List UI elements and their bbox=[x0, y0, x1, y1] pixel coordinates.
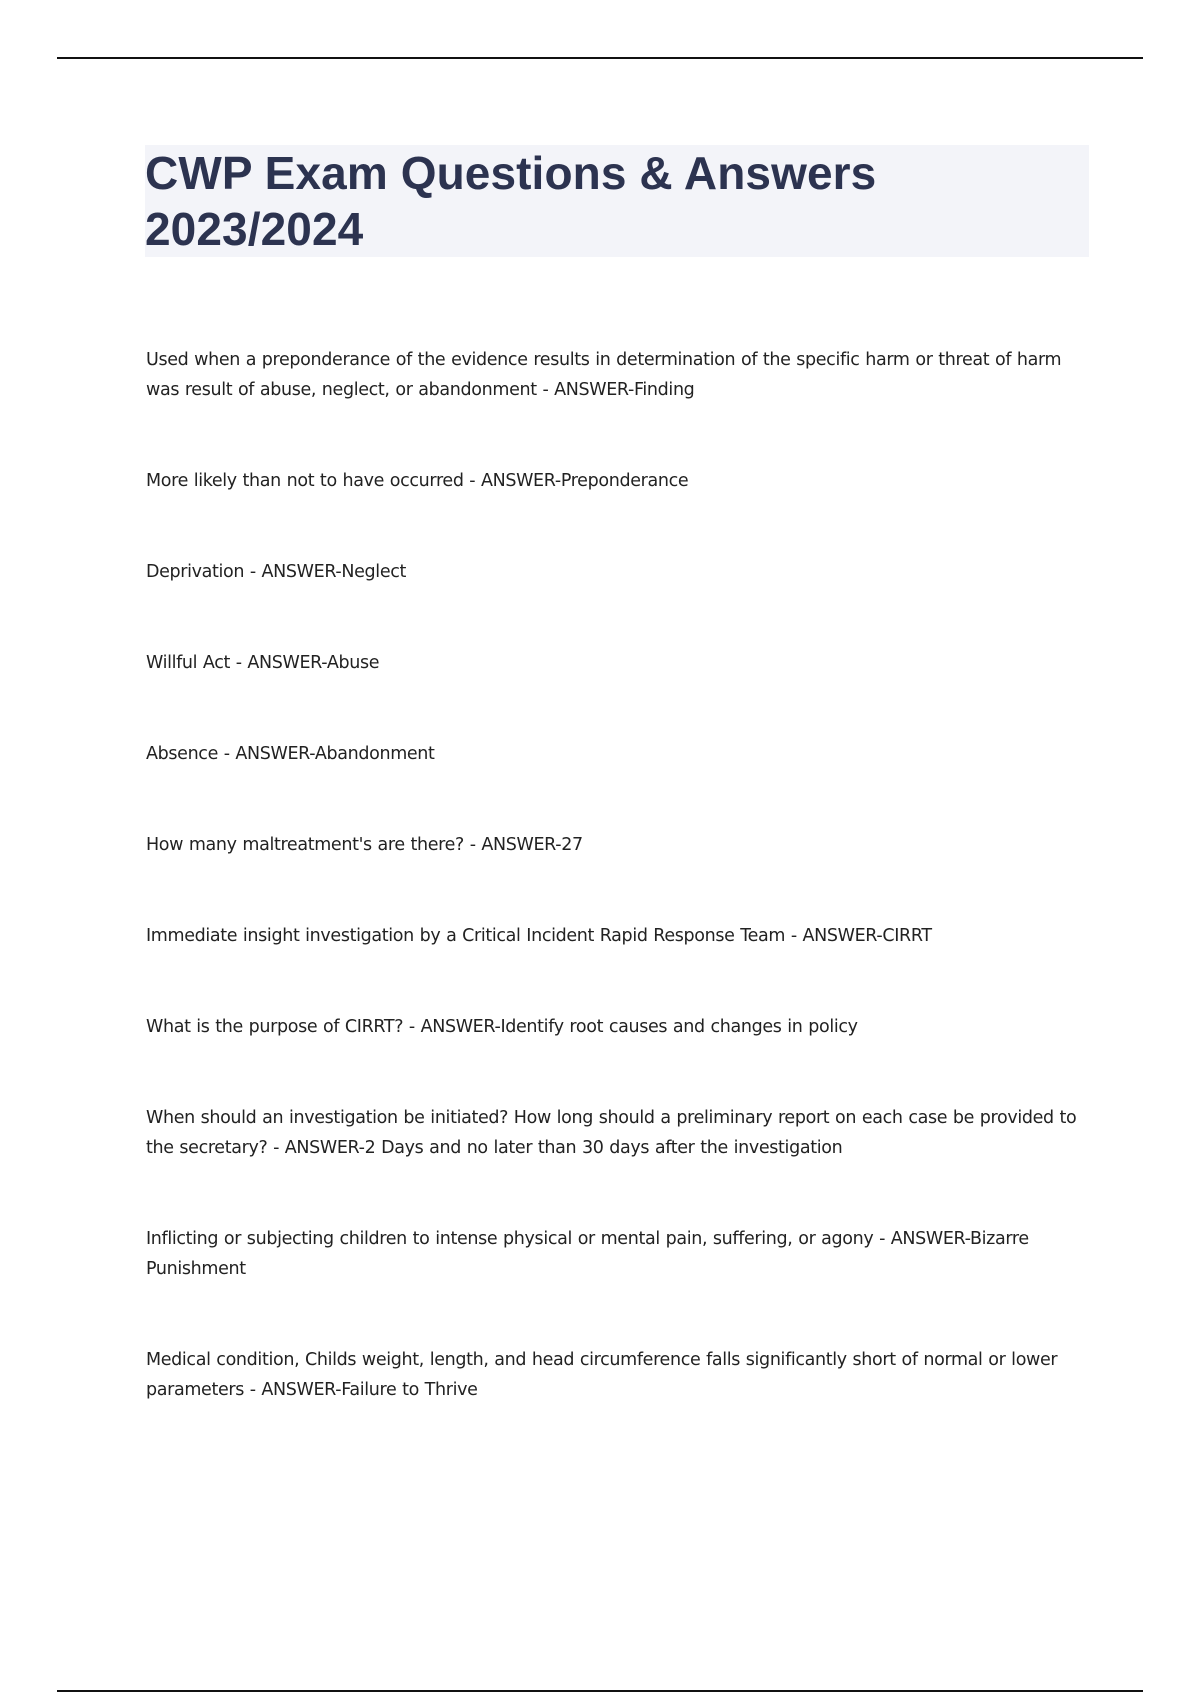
qa-item-3: Deprivation - ANSWER-Neglect bbox=[146, 562, 407, 582]
qa-item-1: Used when a preponderance of the evidence results in determination of the specific harm or threat of harm was result of abuse, neglect, or abandonment - ANSWER-Finding bbox=[146, 350, 1062, 400]
top-rule bbox=[57, 57, 1143, 59]
page-title-line-2: 2023/2024 bbox=[145, 203, 364, 255]
bottom-rule bbox=[57, 1690, 1143, 1692]
qa-item-8: What is the purpose of CIRRT? - ANSWER-Identify root causes and changes in policy bbox=[146, 1017, 858, 1037]
qa-item-11: Medical condition, Childs weight, length, and head circumference falls significantly short of normal or lower parameters - ANSWER-Failure to Thrive bbox=[146, 1350, 1058, 1400]
qa-item-7: Immediate insight investigation by a Critical Incident Rapid Response Team - ANSWER-CIRRT bbox=[146, 926, 932, 946]
qa-item-2: More likely than not to have occurred - ANSWER-Preponderance bbox=[146, 471, 689, 491]
qa-item-10: Inflicting or subjecting children to intense physical or mental pain, suffering, or agony - ANSWER-Bizarre Punishment bbox=[146, 1229, 1029, 1279]
qa-item-6: How many maltreatment's are there? - ANSWER-27 bbox=[146, 835, 583, 855]
title-block bbox=[145, 145, 1089, 257]
qa-item-5: Absence - ANSWER-Abandonment bbox=[146, 744, 435, 764]
qa-item-4: Willful Act - ANSWER-Abuse bbox=[146, 653, 380, 673]
qa-item-9: When should an investigation be initiated? How long should a preliminary report on each case be provided to the secretary? - ANSWER-2 Days and no later than 30 days after the investigation bbox=[146, 1108, 1077, 1158]
page-title-line-1: CWP Exam Questions & Answers bbox=[145, 147, 877, 199]
page-title bbox=[145, 145, 1089, 257]
